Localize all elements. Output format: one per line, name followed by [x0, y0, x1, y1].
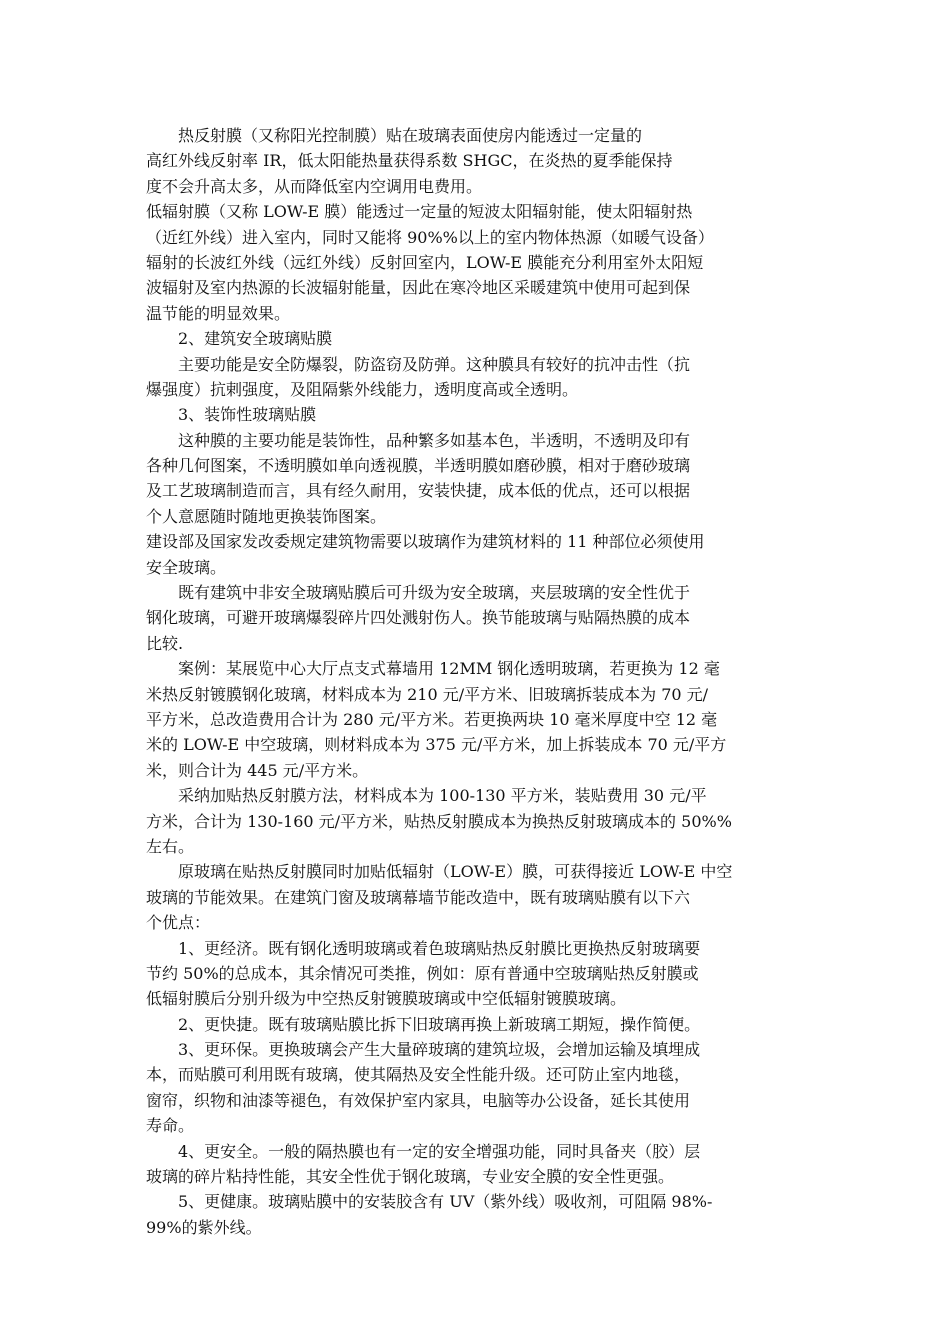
text-line-28: 方米，合计为 130-160 元/平方米，贴热反射膜成本为换热反射玻璃成本的 50%%	[146, 811, 732, 831]
list-item-2: 2、更快捷。既有玻璃贴膜比拆下旧玻璃再换上新玻璃工期短，操作简便。	[146, 1014, 701, 1034]
section-heading-2: 2、建筑安全玻璃贴膜	[146, 329, 333, 349]
text-line-15: 及工艺玻璃制造而言，具有经久耐用，安装快捷，成本低的优点，还可以根据	[146, 481, 691, 501]
section-heading-3: 3、装饰性玻璃贴膜	[146, 405, 317, 425]
text-line-26: 米，则合计为 445 元/平方米。	[146, 760, 369, 780]
text-line-24: 平方米，总改造费用合计为 280 元/平方米。若更换两块 10 毫米厚度中空 12 毫	[146, 709, 718, 729]
text-line-3: 度不会升高太多，从而降低室内空调用电费用。	[146, 176, 483, 196]
text-line-23: 米热反射镀膜钢化玻璃，材料成本为 210 元/平方米、旧玻璃拆装成本为 70 元/	[146, 684, 709, 704]
text-line-40: 寿命。	[146, 1116, 195, 1136]
text-line-6: 辐射的长波红外线（远红外线）反射回室内，LOW-E 膜能充分利用室外太阳短	[146, 252, 704, 272]
text-line-8: 温节能的明显效果。	[146, 303, 291, 323]
text-line-42: 玻璃的碎片粘持性能，其安全性优于钢化玻璃，专业安全膜的安全性更强。	[146, 1167, 675, 1187]
text-line-16: 个人意愿随时随地更换装饰图案。	[146, 506, 387, 526]
list-item-4: 4、更安全。一般的隔热膜也有一定的安全增强功能，同时具备夹（胶）层	[146, 1141, 701, 1161]
text-line-25: 米的 LOW-E 中空玻璃，则材料成本为 375 元/平方米，加上拆装成本 70 元/平方	[146, 735, 727, 755]
text-line-29: 左右。	[146, 836, 195, 856]
text-line-39: 窗帘，织物和油漆等褪色，有效保护室内家具，电脑等办公设备，延长其使用	[146, 1090, 691, 1110]
text-line-7: 波辐射及室内热源的长波辐射能量，因此在寒冷地区采暖建筑中使用可起到保	[146, 278, 691, 298]
text-line-11: 爆强度）抗剌强度，及阻隔紫外线能力，透明度高或全透明。	[146, 379, 579, 399]
list-item-5: 5、更健康。玻璃贴膜中的安装胶含有 UV（紫外线）吸收剂，可阻隔 98%-	[146, 1192, 713, 1212]
list-item-1: 1、更经济。既有钢化透明玻璃或着色玻璃贴热反射膜比更换热反射玻璃要	[146, 938, 701, 958]
text-line-22: 案例：某展览中心大厅点支式幕墙用 12MM 钢化透明玻璃，若更换为 12 毫	[146, 659, 720, 679]
text-line-14: 各种几何图案，不透明膜如单向透视膜，半透明膜如磨砂膜，相对于磨砂玻璃	[146, 456, 691, 476]
document-body	[146, 123, 810, 1240]
text-line-13: 这种膜的主要功能是装饰性，品种繁多如基本色，半透明，不透明及印有	[146, 430, 691, 450]
text-line-1: 热反射膜（又称阳光控制膜）贴在玻璃表面使房内能透过一定量的	[146, 126, 643, 145]
text-line-5: （近红外线）进入室内，同时又能将 90%%以上的室内物体热源（如暖气设备）	[146, 227, 714, 247]
text-line-19: 既有建筑中非安全玻璃贴膜后可升级为安全玻璃，夹层玻璃的安全性优于	[146, 583, 691, 603]
text-line-2: 高红外线反射率 IR，低太阳能热量获得系数 SHGC，在炎热的夏季能保持	[146, 151, 673, 171]
text-line-30: 原玻璃在贴热反射膜同时加贴低辐射（LOW-E）膜，可获得接近 LOW-E 中空	[146, 862, 733, 882]
text-line-44: 99%的紫外线。	[146, 1217, 262, 1237]
text-line-35: 低辐射膜后分别升级为中空热反射镀膜玻璃或中空低辐射镀膜玻璃。	[146, 989, 627, 1009]
text-line-34: 节约 50%的总成本，其余情况可类推，例如：原有普通中空玻璃贴热反射膜或	[146, 963, 699, 983]
text-line-10: 主要功能是安全防爆裂，防盗窃及防弹。这种膜具有较好的抗冲击性（抗	[146, 354, 691, 374]
list-item-3: 3、更环保。更换玻璃会产生大量碎玻璃的建筑垃圾，会增加运输及填埋成	[146, 1040, 701, 1060]
text-line-4: 低辐射膜（又称 LOW-E 膜）能透过一定量的短波太阳辐射能，使太阳辐射热	[146, 202, 693, 222]
text-line-21: 比较.	[146, 633, 184, 653]
text-line-38: 本，而贴膜可利用既有玻璃，使其隔热及安全性能升级。还可防止室内地毯，	[146, 1065, 691, 1085]
text-line-32: 个优点：	[146, 913, 211, 933]
text-line-20: 钢化玻璃，可避开玻璃爆裂碎片四处溅射伤人。换节能玻璃与贴隔热膜的成本	[146, 608, 691, 628]
text-line-17: 建设部及国家发改委规定建筑物需要以玻璃作为建筑材料的 11 种部位必须使用	[146, 532, 705, 552]
text-line-18: 安全玻璃。	[146, 557, 227, 577]
text-line-31: 玻璃的节能效果。在建筑门窗及玻璃幕墙节能改造中，既有玻璃贴膜有以下六	[146, 887, 691, 907]
text-line-27: 采纳加贴热反射膜方法，材料成本为 100-130 平方米，装贴费用 30 元/平	[146, 786, 707, 806]
